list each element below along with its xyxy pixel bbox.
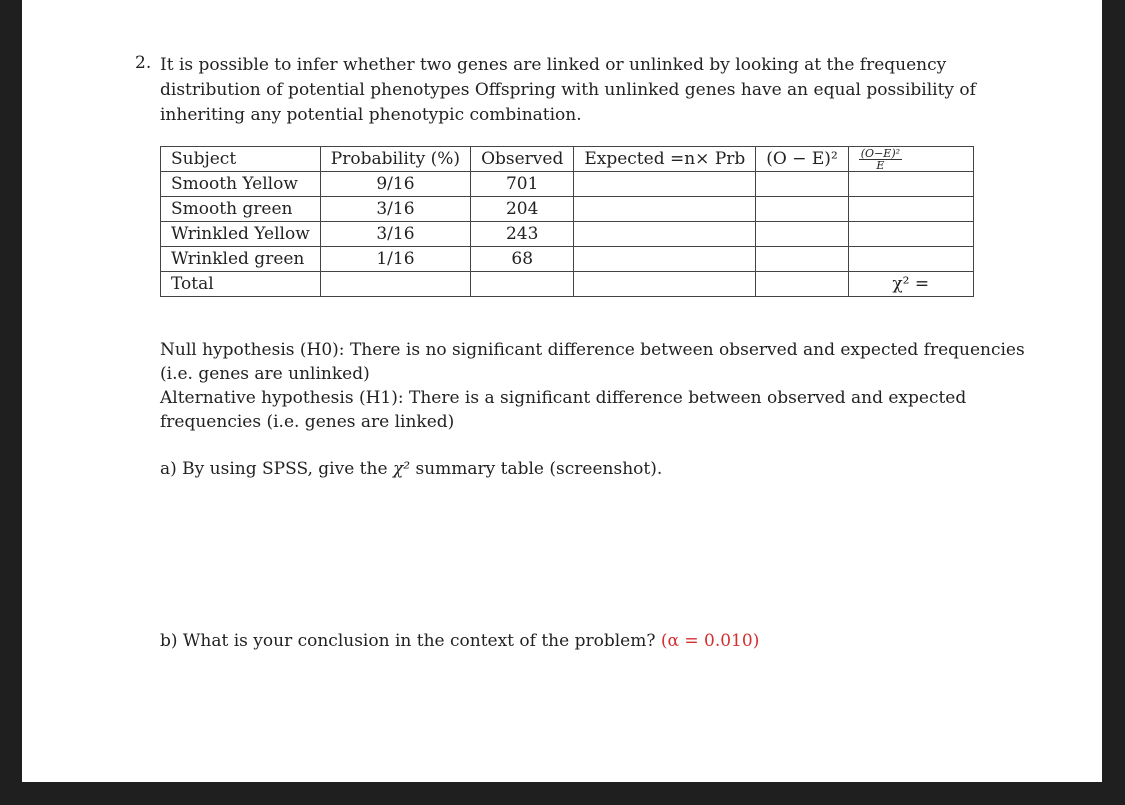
- row-subject: Smooth Yellow: [161, 172, 321, 197]
- header-expected: Expected =n× Prb: [574, 147, 756, 172]
- row-squared-diff: [756, 197, 848, 222]
- table-row: [161, 247, 974, 272]
- row-chi-component: [848, 197, 973, 222]
- part-a-question: [160, 459, 662, 479]
- row-probability: 3/16: [320, 197, 470, 222]
- total-expected: [574, 272, 756, 297]
- fraction-denominator: E: [876, 158, 885, 172]
- header-observed: Observed: [471, 147, 574, 172]
- table-total-row: [161, 272, 974, 297]
- table-row: [161, 172, 974, 197]
- row-expected: [574, 247, 756, 272]
- row-squared-diff: [756, 222, 848, 247]
- row-subject: Wrinkled Yellow: [161, 222, 321, 247]
- header-subject: Subject: [161, 147, 321, 172]
- part-a-text-end: summary table (screenshot).: [410, 459, 663, 479]
- table-row: [161, 222, 974, 247]
- alternative-hypothesis: Alternative hypothesis (H1): There is a significant difference between observed and expected frequencies (i.e. genes are linked): [160, 388, 967, 432]
- alpha-value: (α = 0.010): [660, 631, 760, 651]
- row-chi-component: [848, 172, 973, 197]
- header-probability: Probability (%): [320, 147, 470, 172]
- row-expected: [574, 172, 756, 197]
- question-number: 2.: [135, 53, 152, 73]
- document-page: [22, 0, 1102, 782]
- header-squared-diff: (O − E)²: [756, 147, 848, 172]
- row-squared-diff: [756, 247, 848, 272]
- table-row: [161, 197, 974, 222]
- row-observed: 204: [471, 197, 574, 222]
- null-hypothesis: Null hypothesis (H0): There is no significant difference between observed and expected frequencies (i.e. genes are unlinked): [160, 340, 1025, 384]
- row-subject: Smooth green: [161, 197, 321, 222]
- fraction-numerator: (O−E)²: [860, 146, 901, 160]
- row-probability: 3/16: [320, 222, 470, 247]
- hypotheses: [160, 338, 1040, 434]
- part-b-question: [160, 631, 759, 651]
- row-observed: 68: [471, 247, 574, 272]
- fraction: [859, 148, 902, 171]
- total-label: Total: [161, 272, 321, 297]
- row-observed: 243: [471, 222, 574, 247]
- row-subject: Wrinkled green: [161, 247, 321, 272]
- question-intro: It is possible to infer whether two genes are linked or unlinked by looking at the frequency distribution of potential phenotypes Offspring with unlinked genes have an equal possibility of inheriting any potential phenotypic combination.: [160, 55, 976, 125]
- row-probability: 9/16: [320, 172, 470, 197]
- row-observed: 701: [471, 172, 574, 197]
- row-probability: 1/16: [320, 247, 470, 272]
- part-b-text: b) What is your conclusion in the context of the problem?: [160, 631, 661, 651]
- total-probability: [320, 272, 470, 297]
- part-a-text: a) By using SPSS, give the: [160, 459, 393, 479]
- total-squared-diff: [756, 272, 848, 297]
- table-header-row: [161, 147, 974, 172]
- row-squared-diff: [756, 172, 848, 197]
- row-chi-component: [848, 222, 973, 247]
- total-observed: [471, 272, 574, 297]
- row-expected: [574, 222, 756, 247]
- chi-square-table: [160, 146, 974, 297]
- chi-symbol: χ²: [392, 459, 411, 479]
- row-expected: [574, 197, 756, 222]
- chi-square-total: χ² =: [848, 272, 973, 297]
- header-chi-component: [848, 147, 973, 172]
- row-chi-component: [848, 247, 973, 272]
